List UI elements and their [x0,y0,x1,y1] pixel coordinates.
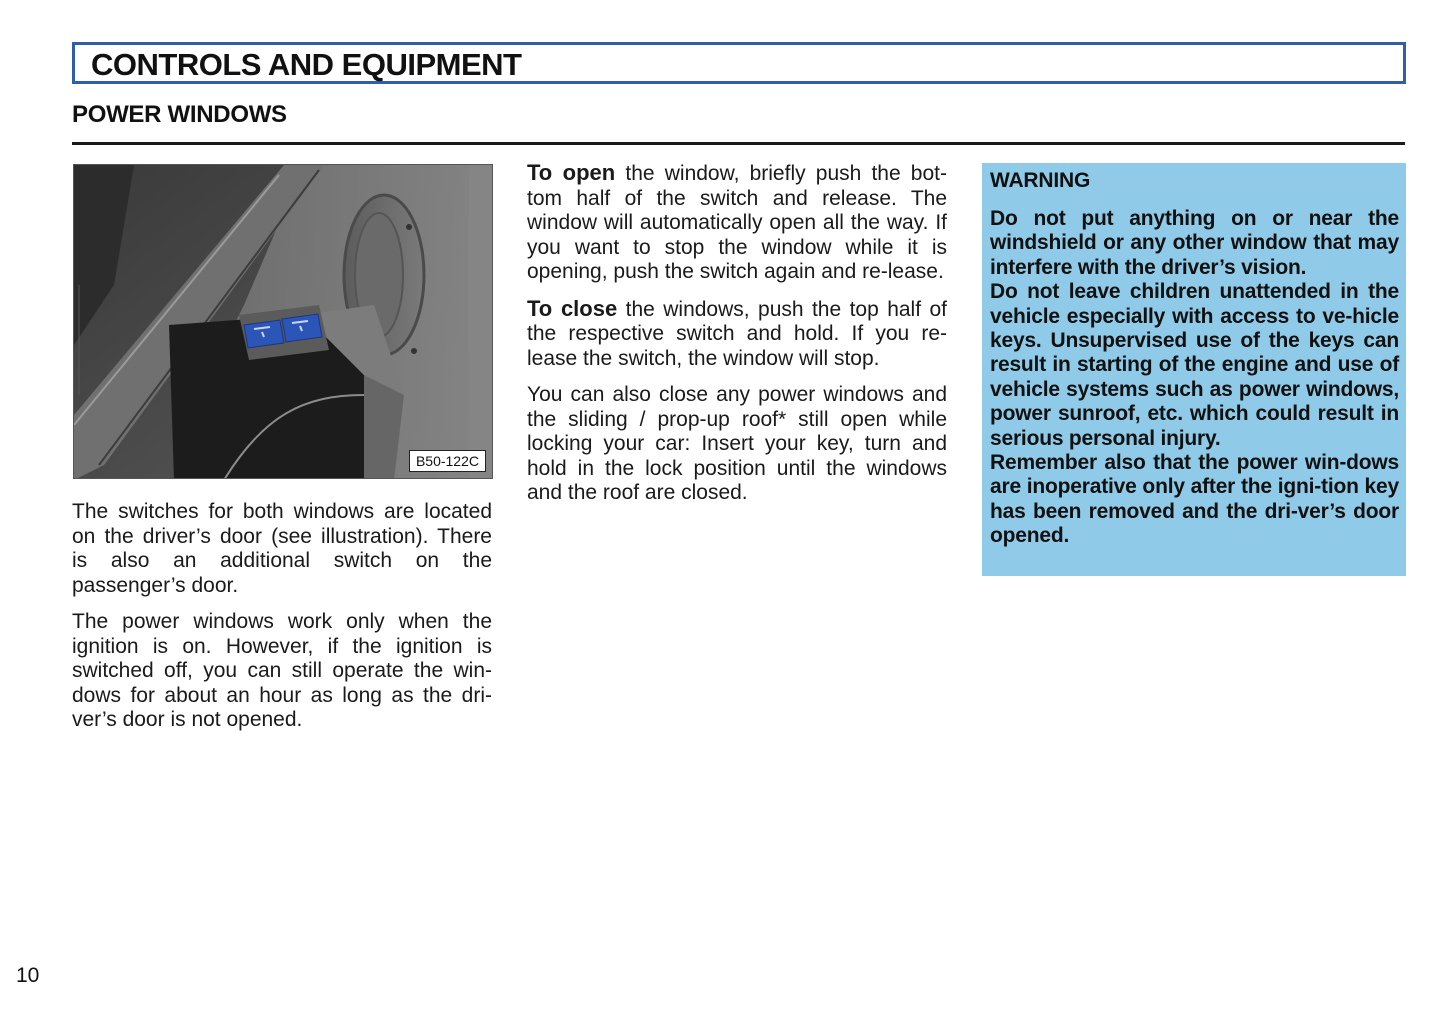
door-panel-drawing [74,165,493,479]
column-middle-text [527,161,947,518]
page-number: 10 [16,964,40,987]
warning-paragraph-ignition: Remember also that the power win-dows are inoperative only after the igni-tion key has been removed and the dri-ver’s door opened. [990,451,1399,548]
open-instructions-paragraph [527,161,947,285]
warning-box [982,163,1406,576]
close-text: the windows, push the top half of the respective switch and hold. If you re-lease the switch, the window will stop. [527,297,947,370]
section-divider [72,142,1405,145]
warning-paragraph-children: Do not leave children unattended in the vehicle especially with access to ve-hicle keys. Unsupervised use of the keys can result in starting of the engine and use of vehicle systems such as power windows, power sunroof, etc. which could result in serious personal injury. [990,280,1399,450]
open-lead: To open [527,160,616,185]
warning-body [990,207,1399,549]
ignition-paragraph: The power windows work only when the ignition is on. However, if the ignition is switched off, you can still operate the win-dows for about an hour as long as the dri-ver’s door is not opened. [72,610,492,731]
close-instructions-paragraph [527,297,947,372]
warning-paragraph-vision: Do not put anything on or near the windshield or any other window that may interfere with the driver’s vision. [990,207,1399,279]
lock-close-paragraph: You can also close any power windows and the sliding / prop-up roof* still open while locking your car: Insert your key, turn and hold in the lock position until the windows and the roof are closed. [527,383,947,504]
warning-title: WARNING [990,169,1091,192]
column-left-text [72,500,492,745]
chapter-header-box [72,42,1406,84]
close-lead: To close [527,295,618,321]
door-switch-illustration [73,164,493,479]
switch-location-paragraph: The switches for both windows are located on the driver’s door (see illustration). There is also an additional switch on the passenger’s door. [72,500,492,597]
section-title: POWER WINDOWS [72,101,287,128]
chapter-title: CONTROLS AND EQUIPMENT [91,47,522,82]
figure-label: B50-122C [409,450,486,472]
open-text: the window, briefly push the bot-tom half of the switch and release. The window will automatically open all the way. If you want to stop the window while it is opening, push the switch again and re-lease. [527,162,947,283]
